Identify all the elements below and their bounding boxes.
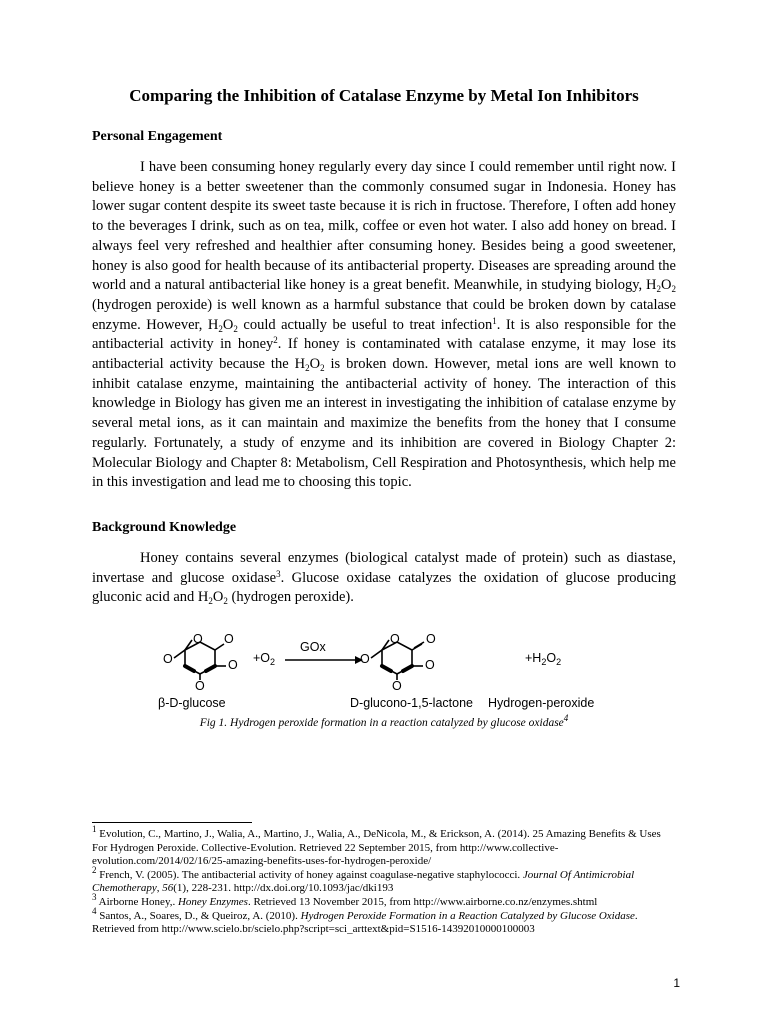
paragraph-personal-engagement: I have been consuming honey regularly every day since I could remember until right now. I believe honey is a better sweetener than the commonly consumed sugar in Indonesia. Honey has lower sugar content despite its sweet taste because it is rich in fructose. Therefore, I often add honey to the beverages I drink, such as on tea, milk, coffee or even hot water. I also add honey on bread. I always feel very refreshed and healthier after consuming honey. Besides being a good sweetener, honey is also good for health because of its antibacterial property. Diseases are spreading around the world and a natural antibacterial like honey is a great benefit. Meanwhile, in studying biology, $H_2O_2$ (hydrogen peroxide) is well known as a harmful substance that could be broken down by catalase enzyme. However, $H_2O_2$ could actually be useful to treat infection$^1$. It is also responsible for the antibacterial activity in honey$^2$. If honey is contaminated with catalase enzyme, it may lose its antibacterial activity because the $H_2O_2$ is broken down. However, metal ions are well known to inhibit catalase enzyme, maintaining the antibacterial activity of honey. The interaction of this knowledge in Biology has given me an interest in investigating the inhibition of catalase enzyme by several metal ions, as it can maintain and maximize the benefits from the honey that I consume regularly. Fortunately, a study of enzyme and its inhibition are covered in Biology Chapter 2: Molecular Biology and Chapter 8: Metabolism, Cell Respiration and Photosynthesis, which help me in this investigation and lead me to choosing this topic.: [92, 159, 676, 491]
footnote-3: $^3$ Airborne Honey,. Honey Enzymes. Retrieved 13 November 2015, from http://www.airborne.co.nz/enzymes.shtml: [92, 891, 598, 908]
paragraph-background-knowledge: Honey contains several enzymes (biological catalyst made of protein) such as diastase, invertase and glucose oxidase$^3$. Glucose oxidase catalyzes the oxidation of glucose producing gluconic acid and $H_2O_2$ (hydrogen peroxide).: [92, 550, 677, 607]
heading-personal-engagement: Personal Engagement: [92, 129, 223, 144]
footnote-4: $^4$ Santos, A., Soares, D., & Queiroz, A. (2010). Hydrogen Peroxide Formation in a Reaction Catalyzed by Glucose Oxidase. Retrieved from http://www.scielo.br/scielo.php?script=sci_arttext&pid=S1516-14392010000100003: [92, 905, 638, 936]
footnote-ref-1[interactable]: 1: [492, 315, 497, 326]
atom-o-label: O: [392, 679, 402, 693]
page-title: Comparing the Inhibition of Catalase Enzyme by Metal Ion Inhibitors: [129, 86, 639, 105]
atom-o-label: O: [425, 658, 435, 672]
arrow-label-gox: GOx: [300, 640, 326, 654]
hydrogen-peroxide-product: $+H_2O_2$: [525, 651, 562, 667]
figure-caption: Fig 1. Hydrogen peroxide formation in a reaction catalyzed by glucose oxidase$^4$: [199, 713, 569, 729]
heading-background-knowledge: Background Knowledge: [92, 520, 237, 535]
page-number: 1: [673, 976, 680, 990]
footnote-divider: [92, 822, 252, 823]
footnote-ref-4[interactable]: 4: [563, 713, 569, 723]
label-beta-d-glucose: β-D-glucose: [158, 696, 226, 710]
footnotes: [92, 824, 676, 937]
footnote-2: $^2$ French, V. (2005). The antibacterial activity of honey against coagulase-negative staphylococci. Journal Of Antimicrobial Chemotherapy, 56(1), 228-231. http://dx.doi.org/10.1093/jac/dki193: [92, 864, 635, 895]
label-d-glucono-lactone: D-glucono-1,5-lactone: [350, 696, 473, 710]
atom-o-label: O: [195, 679, 205, 693]
atom-o-label: O: [360, 652, 370, 666]
label-hydrogen-peroxide: Hydrogen-peroxide: [488, 696, 595, 710]
atom-o-label: O: [224, 632, 234, 646]
reaction-figure: [150, 624, 630, 714]
atom-o-label: O: [163, 652, 173, 666]
atom-o-label: O: [193, 632, 203, 646]
oxygen-reactant: $+O_2$: [253, 651, 276, 667]
atom-o-label: O: [390, 632, 400, 646]
footnote-ref-3[interactable]: 3: [276, 568, 281, 579]
atom-o-label: O: [228, 658, 238, 672]
atom-o-label: O: [426, 632, 436, 646]
footnote-ref-2[interactable]: 2: [273, 335, 278, 346]
footnote-1: $^1$ Evolution, C., Martino, J., Walia, A., Martino, J., Walia, A., DeNicola, M., & Erickson, A. (2014). 25 Amazing Benefits & Uses For Hydrogen Peroxide. Collective-Evolution. Retrieved 22 September 2015, from http://www.collective-evolution.com/2014/02/16/25-amazing-benefits-uses-for-hydrogen-peroxide/: [92, 824, 661, 868]
